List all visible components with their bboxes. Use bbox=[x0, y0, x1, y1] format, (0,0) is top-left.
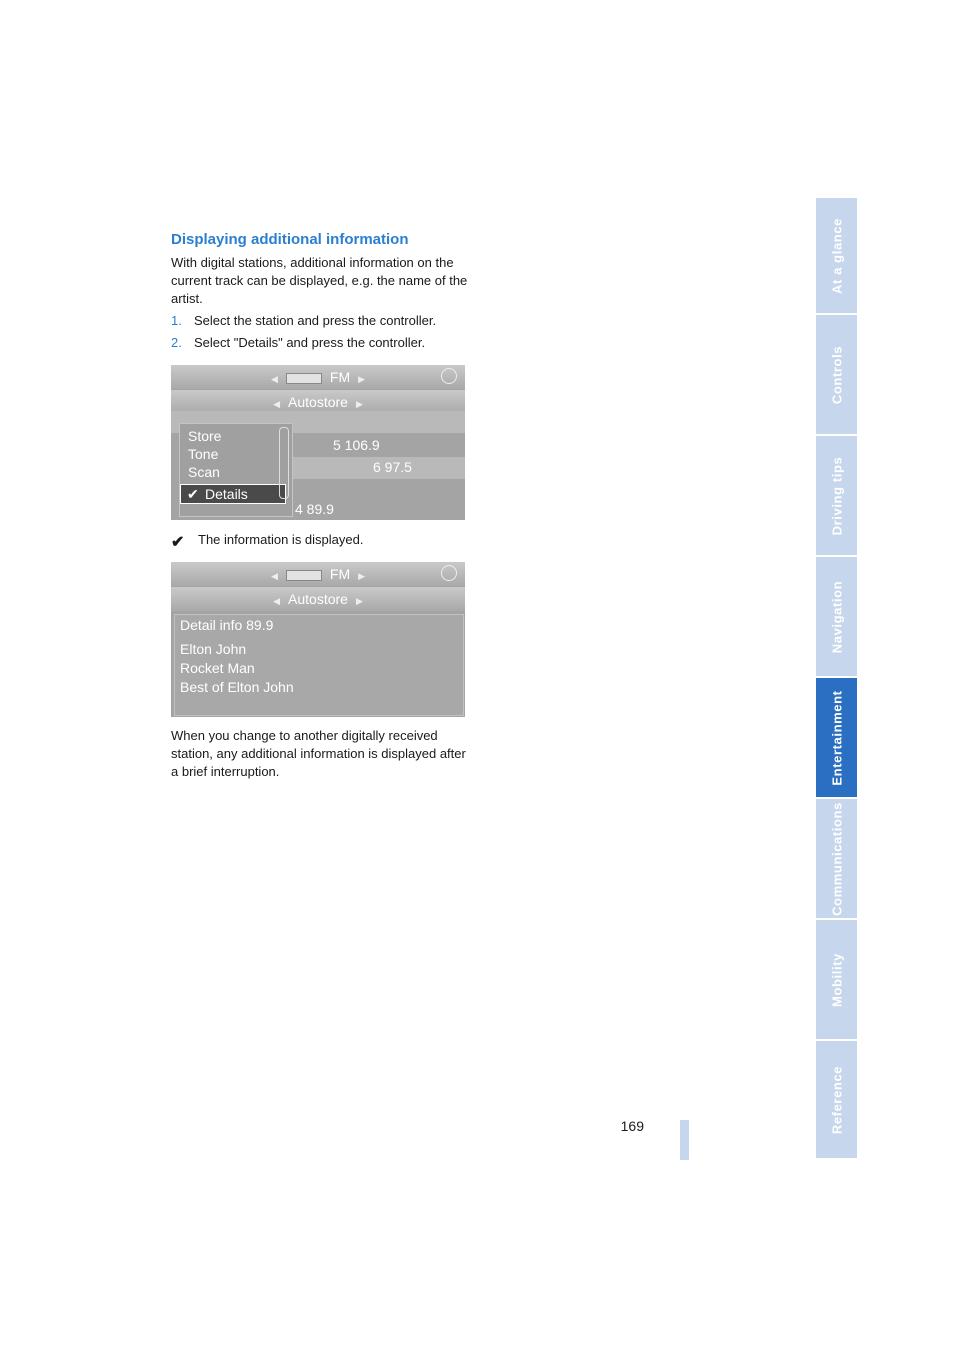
detail-artist: Elton John bbox=[180, 641, 247, 657]
menu-item-store[interactable]: Store bbox=[188, 428, 222, 444]
menu-item-scan[interactable]: Scan bbox=[188, 464, 220, 480]
check-icon: ✔ bbox=[171, 534, 185, 551]
tab-entertainment[interactable]: Entertainment bbox=[816, 678, 857, 799]
step-number: 1. bbox=[171, 313, 182, 328]
arrow-right-icon: ▶ bbox=[355, 399, 363, 409]
step-number: 2. bbox=[171, 335, 182, 350]
step-2 bbox=[171, 334, 425, 352]
step-text: Select the station and press the controller. bbox=[194, 313, 437, 328]
compass-icon bbox=[441, 368, 457, 384]
detail-panel bbox=[174, 614, 464, 716]
step-text: Select "Details" and press the controller. bbox=[194, 335, 426, 350]
intro-paragraph: With digital stations, additional information on the current track can be displayed, e.g. the name of the artist. bbox=[171, 255, 468, 306]
arrow-left-icon: ◀ bbox=[273, 596, 281, 606]
preset-bar[interactable] bbox=[171, 587, 465, 611]
menu-item-label: Details bbox=[205, 486, 248, 502]
check-icon: ✔ bbox=[187, 486, 199, 502]
menu-item-tone[interactable]: Tone bbox=[188, 446, 219, 462]
detail-track: Rocket Man bbox=[180, 660, 255, 676]
tab-navigation[interactable]: Navigation bbox=[816, 557, 857, 678]
menu-item-details[interactable] bbox=[180, 484, 286, 504]
band-bar[interactable] bbox=[171, 562, 465, 586]
tab-at-a-glance[interactable]: At a glance bbox=[816, 198, 857, 315]
note-text: The information is displayed. bbox=[198, 532, 364, 547]
tab-communications[interactable]: Communications bbox=[816, 799, 857, 920]
compass-icon bbox=[441, 565, 457, 581]
closing-paragraph: When you change to another digitally received station, any additional information is displayed after a brief interruption. bbox=[171, 728, 466, 779]
arrow-right-icon: ▶ bbox=[358, 571, 366, 581]
band-bar[interactable] bbox=[171, 365, 465, 389]
tab-controls[interactable]: Controls bbox=[816, 315, 857, 436]
preset-label: Autostore bbox=[288, 591, 348, 607]
station-item[interactable]: 5 106.9 bbox=[333, 437, 380, 453]
tab-reference[interactable]: Reference bbox=[816, 1041, 857, 1160]
station-item[interactable]: 4 89.9 bbox=[295, 501, 334, 517]
page-number: 169 bbox=[620, 1118, 644, 1134]
arrow-right-icon: ▶ bbox=[355, 596, 363, 606]
tab-driving-tips[interactable]: Driving tips bbox=[816, 436, 857, 557]
radio-logo-icon bbox=[286, 570, 322, 581]
station-item[interactable]: 6 97.5 bbox=[373, 459, 412, 475]
screen-details bbox=[171, 562, 465, 717]
step-1 bbox=[171, 312, 436, 330]
figure-code bbox=[468, 460, 478, 520]
detail-album: Best of Elton John bbox=[180, 679, 294, 695]
menu-scrollbar[interactable] bbox=[279, 427, 289, 499]
arrow-left-icon: ◀ bbox=[273, 399, 281, 409]
arrow-left-icon: ◀ bbox=[270, 571, 278, 581]
radio-logo-icon bbox=[286, 373, 322, 384]
tab-mobility[interactable]: Mobility bbox=[816, 920, 857, 1041]
section-title: Displaying additional information bbox=[171, 231, 409, 248]
preset-label: Autostore bbox=[288, 394, 348, 410]
band-label: FM bbox=[329, 566, 351, 582]
band-label: FM bbox=[329, 369, 351, 385]
arrow-right-icon: ▶ bbox=[358, 374, 366, 384]
arrow-left-icon: ◀ bbox=[270, 374, 278, 384]
side-tabs bbox=[816, 198, 857, 1160]
options-menu bbox=[179, 423, 293, 517]
page-marker bbox=[680, 1120, 689, 1160]
detail-title: Detail info 89.9 bbox=[180, 617, 274, 633]
screen-menu bbox=[171, 365, 465, 520]
